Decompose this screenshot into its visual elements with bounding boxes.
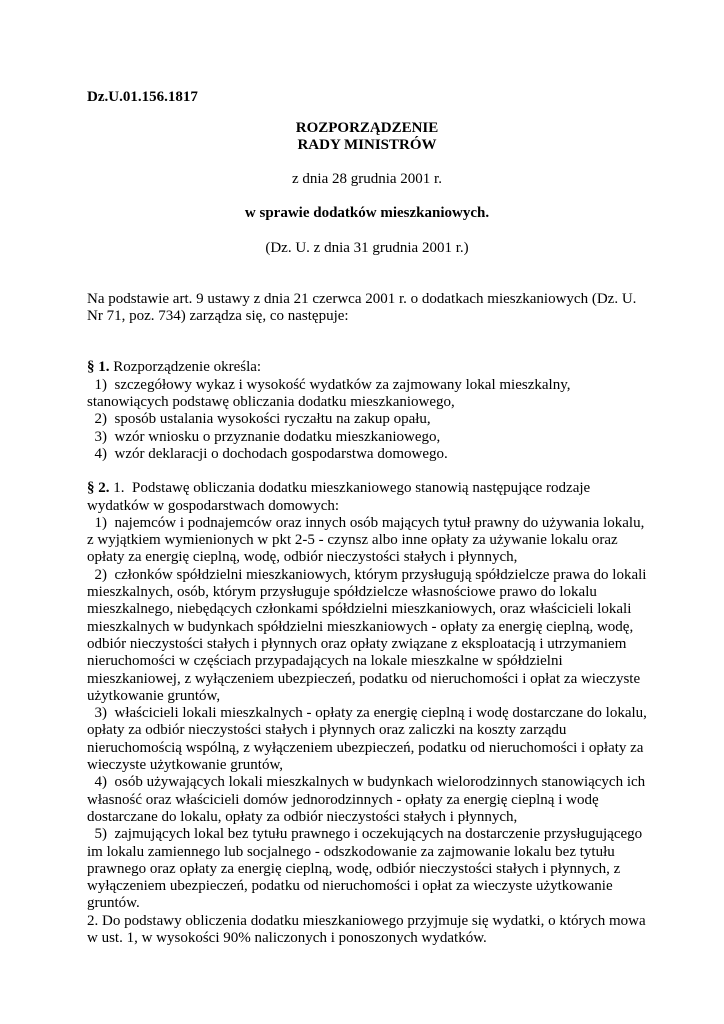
section-2-line: 5) zajmujących lokal bez tytułu prawnego i oczekujących na dostarczenie przysługującego bbox=[87, 826, 643, 843]
document-source: (Dz. U. z dnia 31 grudnia 2001 r.) bbox=[265, 239, 469, 256]
section-2-heading bbox=[87, 480, 647, 497]
journal-reference: Dz.U.01.156.1817 bbox=[87, 89, 198, 105]
section-2-mark: § 2. bbox=[87, 480, 110, 497]
intro-line: Nr 71, poz. 734) zarządza się, co następuje: bbox=[87, 308, 349, 325]
section-2-line: 2. Do podstawy obliczenia dodatku mieszkaniowego przyjmuje się wydatki, o których mowa bbox=[87, 912, 646, 929]
section-2-line: im lokalu zamiennego lub socjalnego - odszkodowanie za zajmowanie lokalu bez tytułu bbox=[87, 843, 615, 860]
section-2-line: wieczyste użytkowanie gruntów, bbox=[87, 757, 284, 774]
section-1-line: stanowiących podstawę obliczania dodatku mieszkaniowego, bbox=[87, 394, 455, 411]
section-2-line: 1) najemców i podnajemców oraz innych osób mających tytuł prawny do używania lokalu, bbox=[87, 514, 645, 531]
section-2-line: nieruchomości w częściach przypadających na lokale mieszkalne w spółdzielni bbox=[87, 653, 563, 670]
section-2-line: gruntów. bbox=[87, 895, 140, 912]
section-2-line: odbiór nieczystości stałych i płynnych oraz opłaty związane z eksploatacją i utrzymaniem bbox=[87, 635, 627, 652]
section-2-line: 4) osób używających lokali mieszkalnych w budynkach wielorodzinnych stanowiących ich bbox=[87, 774, 646, 791]
section-2-line: mieszkalnych, osób, którym przysługuje spółdzielcze własnościowe prawo do lokalu bbox=[87, 584, 597, 601]
document-subject: w sprawie dodatków mieszkaniowych. bbox=[244, 205, 490, 222]
title-line-1: ROZPORZĄDZENIE bbox=[295, 120, 439, 136]
section-2-heading-text: 1. Podstawę obliczania dodatku mieszkaniowego stanowią następujące rodzaje bbox=[109, 480, 591, 497]
document-page bbox=[87, 89, 647, 947]
section-1-heading-text: Rozporządzenie określa: bbox=[109, 359, 262, 376]
section-1 bbox=[87, 359, 647, 463]
section-2-line: opłaty za odbiór nieczystości stałych i płynnych oraz zaliczki na koszty zarządu bbox=[87, 722, 567, 739]
section-2-line: nieruchomością wspólną, z wyłączeniem ubezpieczeń, podatku od nieruchomości i opłaty za bbox=[87, 739, 644, 756]
section-1-line: 3) wzór wniosku o przyznanie dodatku mieszkaniowego, bbox=[87, 428, 441, 445]
section-2-line: opłaty za energię cieplną, wodę, odbiór nieczystości stałych i płynnych, bbox=[87, 549, 518, 566]
section-2-line: mieszkalnego, niebędących członkami spółdzielni mieszkaniowych, oraz właścicieli lokali bbox=[87, 601, 632, 618]
document-title bbox=[87, 120, 647, 154]
intro-paragraph bbox=[87, 291, 647, 326]
section-1-heading bbox=[87, 359, 647, 376]
section-2-line: użytkowanie gruntów, bbox=[87, 687, 221, 704]
section-2-line: w ust. 1, w wysokości 90% naliczonych i ponoszonych wydatków. bbox=[87, 929, 487, 946]
section-2-line: wydatków w gospodarstwach domowych: bbox=[87, 497, 340, 514]
section-2-line: wyłączeniem ubezpieczeń, podatku od nieruchomości i opłat za wieczyste użytkowanie bbox=[87, 878, 613, 895]
document-date: z dnia 28 grudnia 2001 r. bbox=[292, 171, 442, 187]
section-2-line: mieszkaniowej, z wyłączeniem ubezpieczeń, podatku od nieruchomości i opłat za wieczyste bbox=[87, 670, 641, 687]
section-1-line: 1) szczegółowy wykaz i wysokość wydatków za zajmowany lokal mieszkalny, bbox=[87, 376, 571, 393]
section-1-line: 4) wzór deklaracji o dochodach gospodarstwa domowego. bbox=[87, 445, 448, 462]
section-2 bbox=[87, 480, 647, 947]
section-2-line: dostarczane do lokalu, opłaty za odbiór nieczystości stałych i płynnych, bbox=[87, 808, 518, 825]
section-1-mark: § 1. bbox=[87, 359, 110, 376]
intro-line: Na podstawie art. 9 ustawy z dnia 21 czerwca 2001 r. o dodatkach mieszkaniowych (Dz. U. bbox=[87, 290, 637, 307]
section-1-line: 2) sposób ustalania wysokości ryczałtu na zakup opału, bbox=[87, 411, 431, 428]
section-2-line: prawnego oraz opłaty za energię cieplną, wodę, odbiór nieczystości stałych i płynnych, z bbox=[87, 860, 621, 877]
section-2-line: własność oraz właścicieli domów jednorodzinnych - opłaty za energię cieplną i wodę bbox=[87, 791, 599, 808]
title-line-2: RADY MINISTRÓW bbox=[297, 137, 437, 153]
section-2-line: 3) właścicieli lokali mieszkalnych - opłaty za energię cieplną i wodę dostarczane do lokalu, bbox=[87, 705, 647, 722]
section-2-line: z wyjątkiem wymienionych w pkt 2-5 - czynsz albo inne opłaty za używanie lokalu oraz bbox=[87, 532, 618, 549]
section-2-line: mieszkalnych w budynkach spółdzielni mieszkaniowych - opłaty za energię cieplną, wodę, bbox=[87, 618, 634, 635]
section-2-line: 2) członków spółdzielni mieszkaniowych, którym przysługują spółdzielcze prawa do lokali bbox=[87, 566, 647, 583]
